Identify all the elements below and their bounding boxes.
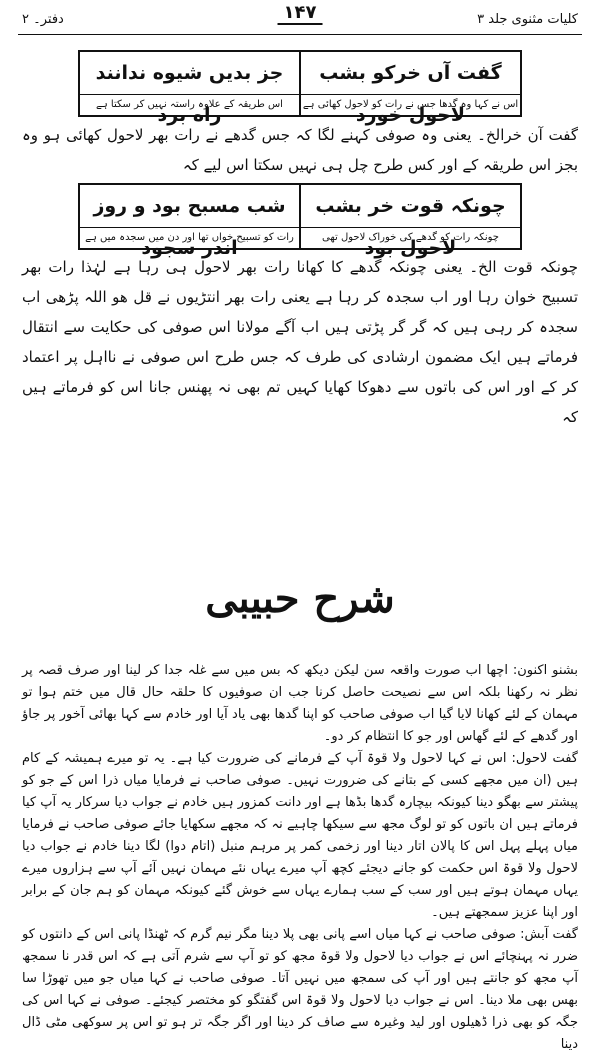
section-title: شرح حبیبی [205, 575, 395, 622]
paragraph-text: گفت آن خرالخ۔ یعنی وہ صوفی کہنے لگا کہ جس گدھے نے رات بھر لاحول کھائی ہو وہ بجز اس طریقہ کے اور کس طرح چل ہی نہیں سکتا اس لیے کہ [22, 126, 578, 174]
translation-second: رات کو تسبیح خواں تھا اور دن میں سجدہ میں ہے [85, 232, 294, 243]
header-rule [18, 34, 582, 35]
paragraph-2 [22, 252, 578, 432]
verse-first-hemistich: چونکہ قوت خر بشب لاحول بود [299, 185, 520, 227]
verse-translation [80, 94, 520, 115]
page-header [18, 0, 582, 40]
verse-box-1 [78, 50, 522, 126]
verse-first-hemistich: گفت آں خرکو بشب لاحول خورد [299, 52, 520, 94]
verse-second-hemistich: جز بدیں شیوه ندانند راه برد [95, 62, 284, 126]
translation-first: چونکہ رات کو گدھے کی خوراک لاحول تھی [299, 228, 520, 248]
commentary [22, 660, 578, 1056]
header-volume: دفتر۔ ۲ [22, 12, 64, 27]
paragraph-1 [22, 120, 578, 180]
page-number: ۱۴۷ [278, 2, 323, 25]
translation-second: اس طریقہ کے علاوہ راستہ نہیں کر سکتا ہے [96, 99, 283, 110]
verse-box-2 [78, 183, 522, 259]
translation-first: اس نے کہا وہ گدھا جس نے رات کو لاحول کھائی ہے [299, 95, 520, 115]
commentary-paragraph: گفت آبش: صوفی صاحب نے کہا میاں اسے پانی بھی پلا دینا مگر نیم گرم کہ ٹھنڈا پانی اس کے دانتوں کو ضرر نہ پہنچائے اس نے جواب دیا لاحول ولا قوۃ مجھ کو تو آپ سے شرم آتی ہے کہ اس قدر نا سمجھ آپ مجھ کو جانتے ہیں اور آپ کی سمجھ میں نہیں آتا۔ صوفی صاحب نے کہا میاں جو میں تھوڑا سا بھس بھی ملا دینا۔ اس نے جواب دیا لاحول ولا قوۃ اس گفتگو کو مختصر کیجئے۔ صوفی نے کہا اس کی جگہ کو بھی ذرا ڈھیلوں اور لید وغیرہ سے صاف کر دینا اور اگر جگہ تر ہو تو اس پر سوکھی مٹی ڈال دینا [22, 927, 578, 1052]
header-book-title: کلیات مثنوی جلد ۳ [477, 12, 578, 27]
paragraph-text: چونکہ قوت الخ۔ یعنی چونکہ گدھے کا کھانا رات بھر لاحول ہی رہا ہے لہٰذا رات بھر تسبیح خوان رہا اور اب سجدہ کر رہا ہے یعنی رات بھر انتڑیوں نے قل ھو اللہ پڑھی اب سجدہ کر رہی ہیں کہ گر گر پڑتی ہیں اب آگے مولانا اس صوفی کی حکایت سے انتقال فرماتے ہیں ایک مضمون ارشادی کی طرف کہ جس طرح اس صوفی نے نااہل پر اعتماد کر کے اور اس کی باتوں سے دھوکا کھایا کہیں تم بھی نہ پھنس جانا اس کو فرماتے ہیں کہ [22, 258, 578, 426]
verse-second-hemistich: شب مسبح بود و روز اندر سجود [93, 195, 286, 259]
commentary-paragraph: گفت لاحول: اس نے کہا لاحول ولا قوۃ آپ کے فرمانے کی ضرورت کیا ہے۔ یہ تو میرے ہمیشہ کے کام ہیں (ان میں مجھے کسی کے بتانے کی ضرورت نہیں۔ صوفی صاحب نے فرمایا میاں ذرا اس کے جو کو پیشتر سے بھگو دینا کیونکہ بیچارہ گدھا بڈھا ہے اور دانت کمزور ہیں خادم نے جواب دیا سرکار یہ آپ کیا فرماتے ہیں ان باتوں کو تو لوگ مجھ سے سیکھا چاہیے نہ کہ مجھے سکھایا جائے صوفی صاحب نے فرمایا میاں پہلے پہل اس کا پالان اتار دینا اور زخمی کمر پر مرہم منبل (اتام دوا) لگا دینا خادم نے جواب دیا لاحول ولا قوۃ اس حکمت کو جانے دیجئے کچھ آپ میرے یہاں نئے مہمان نہیں آئے آپ سے ہزاروں میرے یہاں مہمان ہوتے ہیں اور سب کے سب ہمارے یہاں سے خوش گئے کیونکہ مہمان کو ہم جان کے برابر اور اپنا عزیز سمجھتے ہیں۔ [22, 751, 578, 920]
commentary-paragraph: بشنو اکنون: اچھا اب صورت واقعہ سن لیکن دیکھ کہ بس میں سے غلہ جدا کر لینا اور صرف قصہ پر نظر نہ رکھنا بلکہ اس سے نصیحت حاصل کرنا جب ان صوفیوں کا حلقہ حال قال میں ختم ہوا تو مہمان کے لئے کھانا لایا گیا اب صوفی صاحب کو اپنا گدھا بھی یاد آیا اور خادم سے کہا بھائی آخور پر جاؤ اور گدھے کے لئے گھاس اور جو کا انتظام کر دو۔ [22, 663, 578, 744]
verse-translation [80, 227, 520, 248]
